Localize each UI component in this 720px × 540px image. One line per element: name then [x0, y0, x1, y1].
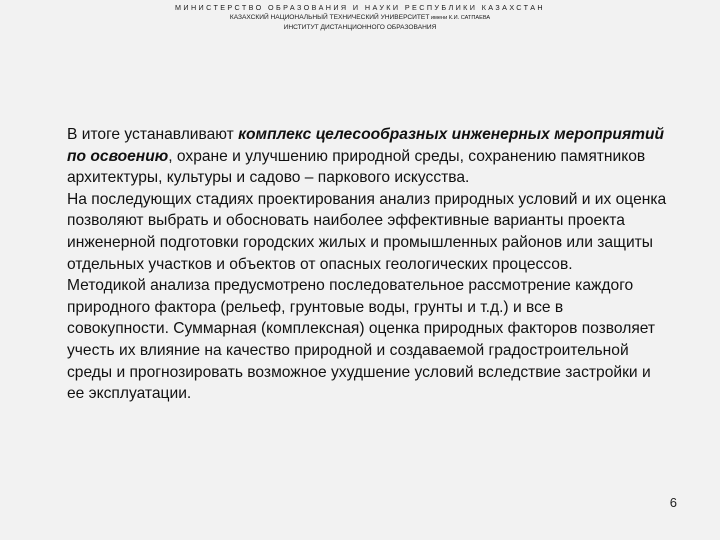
paragraph-2: На последующих стадиях проектирования анализ природных условий и их оценка позволяют выбрать и обосновать наиболее эффективные варианты проекта инженерной подготовки городских жилых и промышленных районов или защиты отдельных участков и объектов от опасных геологических процессов. [67, 190, 667, 273]
university-name: КАЗАХСКИЙ НАЦИОНАЛЬНЫЙ ТЕХНИЧЕСКИЙ УНИВЕРСИТЕТ [229, 14, 430, 21]
ministry-title: МИНИСТЕРСТВО ОБРАЗОВАНИЯ И НАУКИ РЕСПУБЛИКИ КАЗАХСТАН [174, 3, 545, 12]
page-number: 6 [669, 495, 677, 510]
paragraph-1-start: В итоге устанавливают [67, 126, 239, 143]
university-title [0, 13, 720, 23]
slide-body [67, 124, 667, 405]
paragraph-1 [67, 124, 667, 189]
paragraph-1-emphasis: комплекс целесообразных инженерных мероприятий по освоению [67, 126, 665, 165]
slide-header [0, 3, 720, 32]
paragraph-1-end: , охране и улучшению природной среды, сохранению памятников архитектуры, культуры и садово – паркового искусства. [67, 147, 646, 187]
institute-title: ИНСТИТУТ ДИСТАНЦИОННОГО ОБРАЗОВАНИЯ [283, 24, 437, 31]
university-suffix: имени К.И. САТПАЕВА [429, 15, 491, 21]
paragraph-3: Методикой анализа предусмотрено последовательное рассмотрение каждого природного фактора (рельеф, грунтовые воды, грунты и т.д.) и все в совокупности. Суммарная (комплексная) оценка природных факторов позволяет учесть их влияние на качество природной и создаваемой градостроительной среды и прогнозировать возможное ухудшение условий вследствие застройки и ее эксплуатации. [67, 277, 656, 403]
